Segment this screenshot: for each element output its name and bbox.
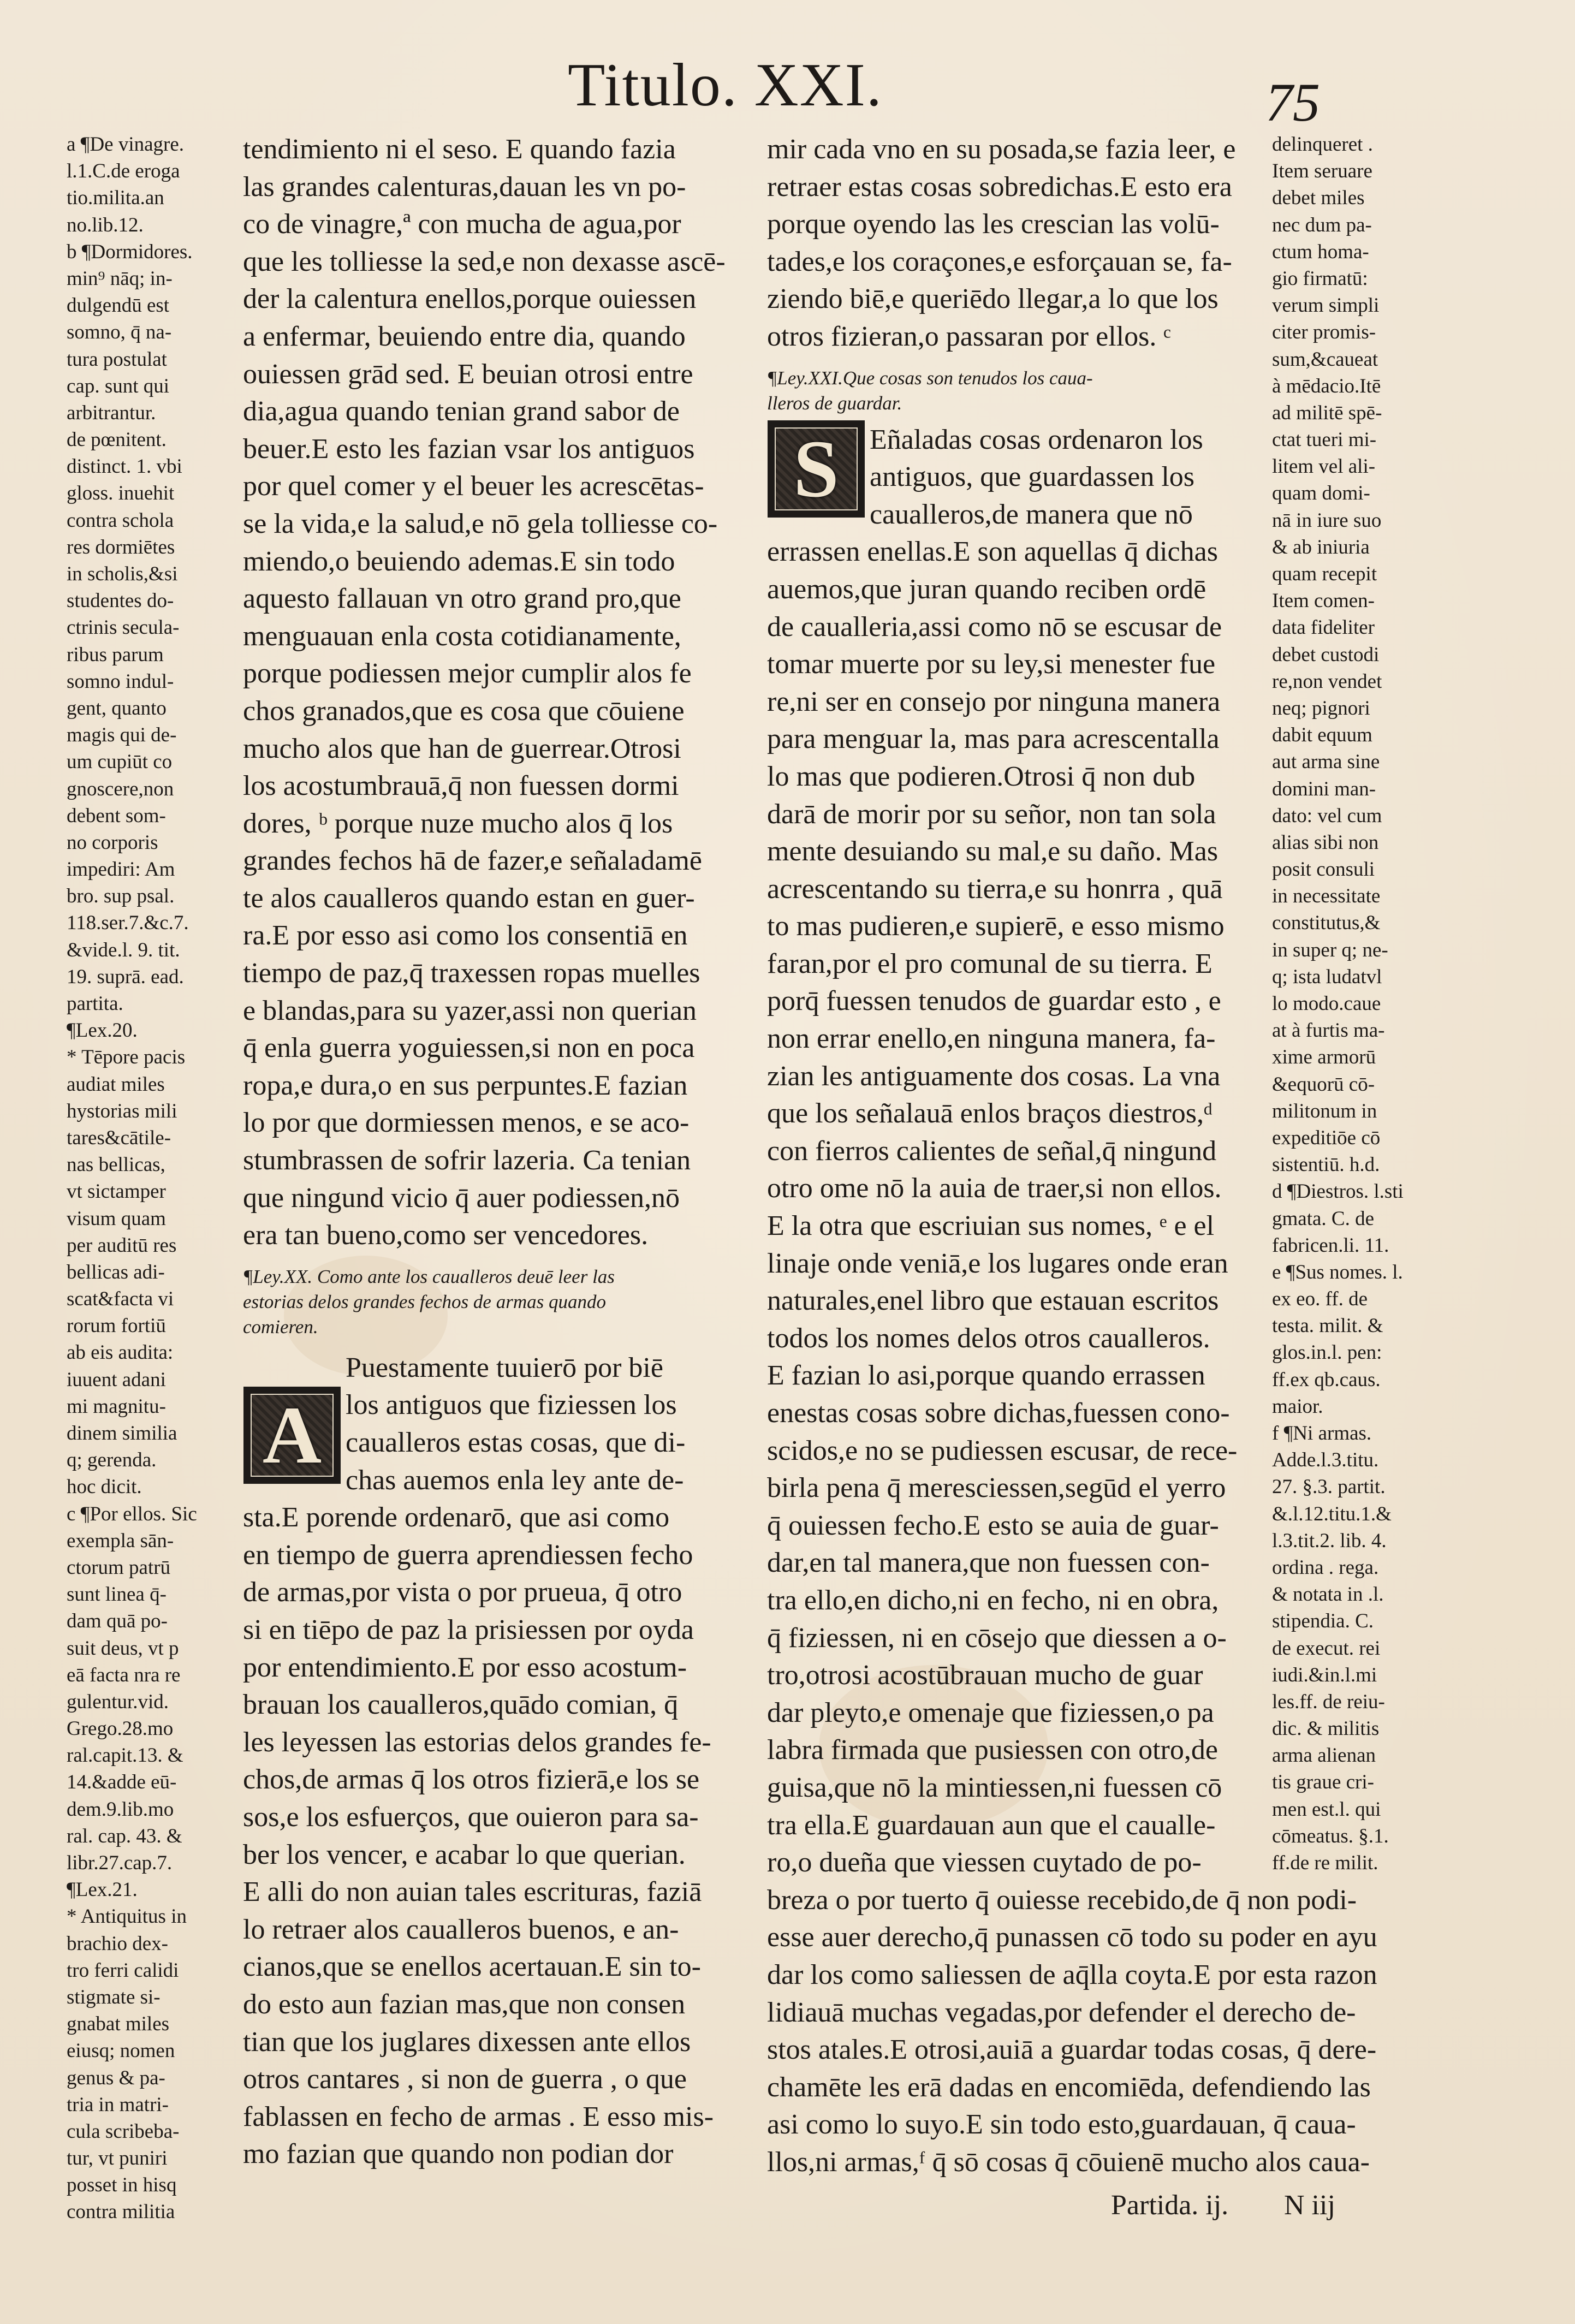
- margin-note-line: debent som-: [67, 804, 166, 827]
- margin-note-line: militonum in: [1272, 1099, 1377, 1122]
- margin-note-line: de execut. rei: [1272, 1637, 1381, 1660]
- margin-note-line: ral. cap. 43. &: [67, 1824, 182, 1847]
- text-line: esse auer derecho,q̄ punassen cō todo su poder en ayu: [767, 1922, 1377, 1953]
- margin-note-line: ctrinis secula-: [67, 616, 180, 639]
- margin-note-line: res dormiētes: [67, 536, 175, 558]
- margin-note-line: dic. & militis: [1272, 1717, 1380, 1740]
- text-line: q̄ enla guerra yoguiessen,si non en poca: [243, 1032, 695, 1064]
- margin-note-line: tares&cātile-: [67, 1126, 171, 1149]
- text-line: ropa,e dura,o en sus perpuntes.E fazian: [243, 1069, 688, 1101]
- text-line: mo fazian que quando non podian dor: [243, 2138, 674, 2170]
- margin-note-line: dabit equum: [1272, 724, 1372, 747]
- text-line: q̄ ouiessen fecho.E esto se auia de guar-: [767, 1509, 1219, 1541]
- text-line: tian que los juglares dixessen ante ellos: [243, 2026, 691, 2058]
- margin-note-line: tio.milita.an: [67, 187, 164, 210]
- margin-note-line: min⁹ nāq; in-: [67, 267, 173, 290]
- margin-note-line: e ¶Sus nomes. l.: [1272, 1261, 1403, 1283]
- margin-note-line: exempla sān-: [67, 1529, 174, 1552]
- margin-note-line: cula scribeba-: [67, 2120, 180, 2143]
- text-line: mir cada vno en su posada,se fazia leer, e: [767, 134, 1236, 165]
- margin-note-line: iudi.&in.l.mi: [1272, 1663, 1377, 1686]
- margin-note-line: magis qui de-: [67, 724, 177, 747]
- text-line: sos,e los esfuerços, que ouieron para sa-: [243, 1801, 699, 1833]
- margin-note-line: aut arma sine: [1272, 751, 1380, 774]
- text-line: do esto aun fazian mas,que non consen: [243, 1988, 686, 2020]
- margin-note-line: gnoscere,non: [67, 777, 174, 800]
- text-line: porque oyendo las les crescian las volū-: [767, 209, 1220, 240]
- text-line: que les tolliesse la sed,e non dexasse ascē-: [243, 246, 726, 277]
- text-line: por quel comer y el beuer les acrescētas-: [243, 471, 704, 502]
- text-line: lo por que dormiessen menos, e se aco-: [243, 1107, 690, 1139]
- text-line: porque podiessen mejor cumplir alos fe: [243, 658, 692, 690]
- text-line: ra.E por esso asi como los consentiā en: [243, 920, 688, 952]
- margin-note-line: ff.ex qb.caus.: [1272, 1368, 1381, 1391]
- text-line: que los señalauā enlos braços diestros,ᵈ: [767, 1098, 1213, 1130]
- text-line: faran,por el pro comunal de su tierra. E: [767, 948, 1213, 979]
- margin-note-line: no corporis: [67, 831, 158, 854]
- margin-note-line: sunt linea q̄-: [67, 1583, 167, 1606]
- margin-note-line: bellicas adi-: [67, 1261, 165, 1283]
- text-line: aquesto fallauan vn otro grand pro,que: [243, 583, 681, 615]
- margin-note-line: gnabat miles: [67, 2013, 170, 2036]
- margin-note-line: arbitrantur.: [67, 401, 156, 424]
- margin-note-line: * Antiquitus in: [67, 1905, 187, 1928]
- text-line: chamēte les erā dadas en encomiēda, defendiendo las: [767, 2071, 1371, 2103]
- margin-note-line: debet miles: [1272, 187, 1365, 210]
- text-line: tra ello,en dicho,ni en fecho, ni en obra,: [767, 1584, 1219, 1616]
- margin-note-line: distinct. 1. vbi: [67, 455, 182, 478]
- margin-note-line: domini man-: [1272, 777, 1376, 800]
- margin-note-line: quam domi-: [1272, 482, 1370, 505]
- text-line: caualleros,de manera que nō: [870, 498, 1193, 530]
- margin-note-line: Adde.l.3.titu.: [1272, 1449, 1379, 1472]
- margin-note-line: genus & pa-: [67, 2066, 165, 2089]
- margin-note-line: ctorum patrū: [67, 1556, 171, 1579]
- text-line: tendimiento ni el seso. E quando fazia: [243, 134, 676, 165]
- margin-note-line: ad militē spē-: [1272, 401, 1382, 424]
- margin-note-line: de pœnitent.: [67, 429, 167, 451]
- margin-note-line: lo modo.caue: [1272, 992, 1381, 1015]
- text-line: Puestamente tuuierō por biē: [346, 1352, 663, 1383]
- text-line: de armas,por vista o por prueua, q̄ otro: [243, 1577, 682, 1608]
- text-line: antiguos, que guardassen los: [870, 461, 1195, 493]
- text-line: porq̄ fuessen tenudos de guardar esto , e: [767, 985, 1221, 1017]
- text-line: grandes fechos hā de fazer,e señaladamē: [243, 845, 702, 877]
- decorated-initial: A: [243, 1387, 341, 1484]
- margin-note-line: men est.l. qui: [1272, 1798, 1381, 1821]
- margin-note-line: eiusq; nomen: [67, 2040, 175, 2063]
- text-line: por entendimiento.E por esso acostum-: [243, 1651, 687, 1683]
- margin-note-line: Item comen-: [1272, 590, 1375, 613]
- rubric-line: ¶Ley.XXI.Que cosas son tenudos los caua-: [767, 367, 1093, 389]
- text-line: scidos,e no se pudiessen escusar, de rece-: [767, 1435, 1238, 1466]
- text-line: te alos caualleros quando estan en guer-: [243, 882, 695, 914]
- text-line: der la calentura enellos,porque ouiessen: [243, 283, 697, 315]
- margin-note-line: l.1.C.de eroga: [67, 160, 180, 183]
- margin-note-line: ribus parum: [67, 643, 164, 666]
- margin-note-line: re,non vendet: [1272, 670, 1382, 693]
- text-line: ro,o dueña que viessen cuytado de po-: [767, 1847, 1202, 1879]
- margin-note-line: c ¶Por ellos. Sic: [67, 1502, 197, 1525]
- text-line: lo mas que podieren.Otrosi q̄ non dub: [767, 760, 1196, 792]
- text-line: para menguar la, mas para acrescentalla: [767, 723, 1220, 755]
- margin-note-line: tura postulat: [67, 348, 167, 371]
- margin-note-line: nas bellicas,: [67, 1154, 165, 1176]
- margin-note-line: studentes do-: [67, 590, 174, 613]
- text-line: otros cantares , si non de guerra , o que: [243, 2064, 687, 2095]
- margin-note-line: cōmeatus. §.1.: [1272, 1824, 1389, 1847]
- text-line: ouiessen grād sed. E beuian otrosi entre: [243, 358, 693, 390]
- text-line: todos los nomes delos otros caualleros.: [767, 1322, 1210, 1354]
- text-line: retraer estas cosas sobredichas.E esto era: [767, 171, 1232, 203]
- margin-note-line: posset in hisq: [67, 2174, 177, 2197]
- text-line: ziendo biē,e queriēdo llegar,a lo que los: [767, 283, 1219, 315]
- margin-note-line: constitutus,&: [1272, 912, 1381, 935]
- text-line: non errar enello,en ninguna manera, fa-: [767, 1023, 1216, 1055]
- text-line: re,ni ser en consejo por ninguna manera: [767, 686, 1221, 717]
- margin-note-line: visum quam: [67, 1207, 166, 1230]
- text-line: chos,de armas q̄ los otros fizierā,e los se: [243, 1764, 700, 1796]
- margin-note-line: arma alienan: [1272, 1744, 1376, 1767]
- margin-note-line: somno, q̄ na-: [67, 321, 172, 344]
- text-line: auemos,que juran quando reciben ordē: [767, 573, 1206, 605]
- margin-note-line: sum,&caueat: [1272, 348, 1378, 371]
- margin-note-line: 118.ser.7.&c.7.: [67, 912, 189, 935]
- text-line: tades,e los coraçones,e esforçauan se, fa-: [767, 246, 1232, 277]
- text-line: se la vida,e la salud,e nō gela tolliesse co-: [243, 508, 718, 539]
- text-line: naturales,enel libro que estauan escritos: [767, 1285, 1219, 1317]
- text-line: tro,otrosi acostūbrauan mucho de guar: [767, 1660, 1203, 1691]
- margin-note-line: in super q; ne-: [1272, 938, 1388, 961]
- margin-note-line: eā facta nra re: [67, 1663, 181, 1686]
- margin-note-line: 14.&adde eū-: [67, 1771, 177, 1794]
- text-line: con fierros calientes de señal,q̄ ningund: [767, 1135, 1217, 1167]
- margin-note-line: ordina . rega.: [1272, 1556, 1379, 1579]
- margin-note-line: impediri: Am: [67, 858, 175, 881]
- margin-note-line: gulentur.vid.: [67, 1690, 169, 1713]
- text-line: q̄ fiziessen, ni en cōsejo que diessen a o-: [767, 1622, 1227, 1654]
- rubric-line: comieren.: [243, 1316, 318, 1338]
- text-line: E fazian lo asi,porque quando errassen: [767, 1360, 1205, 1392]
- text-line: era tan bueno,como ser vencedores.: [243, 1220, 649, 1251]
- margin-note-line: rorum fortiū: [67, 1315, 166, 1338]
- text-line: otro ome nō la auia de traer,si non ellos.: [767, 1173, 1222, 1204]
- text-line: si en tiēpo de paz la prisiessen por oyda: [243, 1614, 694, 1645]
- margin-note-line: & notata in .l.: [1272, 1583, 1384, 1606]
- margin-note-line: testa. milit. &: [1272, 1315, 1383, 1338]
- text-line: lo retraer alos caualleros buenos, e an-: [243, 1913, 679, 1945]
- text-line: darā de morir por su señor, non tan sola: [767, 798, 1216, 830]
- text-line: e blandas,para su yazer,assi non querian: [243, 995, 697, 1026]
- margin-note-line: &vide.l. 9. tit.: [67, 938, 180, 961]
- margin-note-line: contra militia: [67, 2201, 175, 2224]
- text-line: to mas pudieren,e supierē, e esso mismo: [767, 911, 1225, 942]
- margin-note-line: ab eis audita:: [67, 1341, 174, 1364]
- margin-note-line: data fideliter: [1272, 616, 1375, 639]
- margin-note-line: no.lib.12.: [67, 213, 144, 236]
- margin-note-line: cap. sunt qui: [67, 375, 170, 397]
- margin-note-line: les.ff. de reiu-: [1272, 1690, 1385, 1713]
- margin-note-line: dulgendū est: [67, 294, 170, 317]
- right-margin-notes: [1272, 131, 1419, 1876]
- margin-note-line: 19. suprā. ead.: [67, 965, 184, 988]
- text-line: breza o por tuerto q̄ ouiesse recebido,de q̄ non podi-: [767, 1884, 1357, 1916]
- margin-note-line: d ¶Diestros. l.sti: [1272, 1180, 1404, 1203]
- text-line: sta.E porende ordenarō, que asi como: [243, 1502, 670, 1534]
- running-title: Titulo. XXI.: [568, 51, 883, 119]
- margin-note-line: gmata. C. de: [1272, 1207, 1375, 1230]
- rubric-line: estorias delos grandes fechos de armas quando: [243, 1291, 606, 1312]
- text-line: stos atales.E otrosi,auiā a guardar todas cosas, q̄ dere-: [767, 2034, 1377, 2066]
- text-line: dores, ᵇ porque nuze mucho alos q̄ los: [243, 807, 673, 839]
- margin-note-line: gio firmatū:: [1272, 267, 1368, 290]
- margin-note-line: tur, vt puniri: [67, 2147, 168, 2170]
- margin-note-line: xime armorū: [1272, 1046, 1376, 1069]
- text-line: lidiauā muchas vegadas,por defender el derecho de-: [767, 1996, 1356, 2028]
- margin-note-line: um cupiūt co: [67, 751, 173, 774]
- text-line: otros fizieran,o passaran por ellos. ᶜ: [767, 320, 1171, 352]
- margin-note-line: dinem similia: [67, 1422, 177, 1445]
- margin-note-line: bro. sup psal.: [67, 885, 175, 908]
- folio-number: 75: [1265, 72, 1320, 133]
- margin-note-line: hystorias mili: [67, 1099, 177, 1122]
- text-line: errassen enellas.E son aquellas q̄ dichas: [767, 536, 1218, 568]
- margin-note-line: dam quā po-: [67, 1610, 168, 1633]
- signature-mark: Partida. ij.: [1111, 2190, 1229, 2221]
- margin-note-line: nec dum pa-: [1272, 213, 1372, 236]
- margin-note-line: at à furtis ma-: [1272, 1019, 1385, 1042]
- margin-note-line: ff.de re milit.: [1272, 1852, 1378, 1874]
- margin-note-line: nā in iure suo: [1272, 509, 1382, 532]
- margin-note-line: b ¶Dormidores.: [67, 240, 193, 263]
- text-line: menguauan enla costa cotidianamente,: [243, 620, 681, 652]
- margin-note-line: a ¶De vinagre.: [67, 133, 185, 156]
- text-line: acrescentando su tierra,e su honrra , quā: [767, 873, 1223, 905]
- text-line: asi como lo suyo.E sin todo esto,guardauan, q̄ caua-: [767, 2109, 1356, 2141]
- decorated-initial: S: [768, 420, 865, 518]
- margin-note-line: ex eo. ff. de: [1272, 1288, 1368, 1311]
- margin-note-line: ctat tueri mi-: [1272, 429, 1377, 451]
- margin-note-line: &equorū cō-: [1272, 1073, 1375, 1096]
- gathering-mark: N iij: [1284, 2190, 1335, 2221]
- text-line: zian les antiguamente dos cosas. La vna: [767, 1060, 1221, 1092]
- margin-note-line: & ab iniuria: [1272, 536, 1370, 558]
- margin-note-line: maior.: [1272, 1395, 1323, 1418]
- text-line: dia,agua quando tenian grand sabor de: [243, 396, 680, 427]
- margin-note-line: q; gerenda.: [67, 1449, 157, 1472]
- margin-note-line: tro ferri calidi: [67, 1959, 179, 1982]
- text-line: los antiguos que fiziessen los: [346, 1389, 677, 1421]
- text-line: beuer.E esto les fazian vsar los antiguos: [243, 433, 695, 465]
- margin-note-line: debet custodi: [1272, 643, 1380, 666]
- margin-note-line: tis graue cri-: [1272, 1771, 1374, 1794]
- margin-note-line: somno indul-: [67, 670, 174, 693]
- text-line: tiempo de paz,q̄ traxessen ropas muelles: [243, 958, 700, 989]
- text-line: birla pena q̄ meresciessen,segūd el yerro: [767, 1472, 1226, 1504]
- text-line: E la otra que escriuian sus nomes, ᵉ e el: [767, 1210, 1215, 1242]
- left-margin-notes: [67, 131, 225, 2226]
- text-line: labra firmada que pusiessen con otro,de: [767, 1734, 1218, 1766]
- margin-note-line: brachio dex-: [67, 1932, 168, 1955]
- margin-note-line: per auditū res: [67, 1234, 177, 1257]
- rubric-line: ¶Ley.XX. Como ante los caualleros deuē leer las: [243, 1265, 615, 1287]
- margin-note-line: f ¶Ni armas.: [1272, 1422, 1372, 1445]
- text-line: a enfermar, beuiendo entre dia, quando: [243, 320, 686, 352]
- text-line: co de vinagre,ª con mucha de agua,por: [243, 209, 681, 240]
- margin-note-line: à mēdacio.Itē: [1272, 375, 1381, 397]
- text-line: les leyessen las estorias delos grandes fe-: [243, 1726, 711, 1758]
- margin-note-line: gloss. inuehit: [67, 482, 175, 505]
- text-line: caualleros estas cosas, que di-: [346, 1427, 686, 1458]
- margin-note-line: stipendia. C.: [1272, 1610, 1374, 1633]
- margin-note-line: quam recepit: [1272, 563, 1377, 585]
- margin-note-line: alias sibi non: [1272, 831, 1379, 854]
- margin-note-line: 27. §.3. partit.: [1272, 1476, 1386, 1499]
- margin-note-line: in scholis,&si: [67, 563, 178, 585]
- margin-note-line: neq; pignori: [1272, 697, 1370, 720]
- text-line: stumbrassen de sofrir lazeria. Ca tenian: [243, 1145, 691, 1176]
- text-line: dar pleyto,e omenaje que fiziessen,o pa: [767, 1697, 1214, 1728]
- margin-note-line: partita.: [67, 992, 123, 1015]
- law-rubric: [243, 1264, 729, 1340]
- margin-note-line: delinqueret .: [1272, 133, 1373, 156]
- text-line: linaje onde veniā,e los lugares onde eran: [767, 1247, 1228, 1279]
- text-line: llos,ni armas,ᶠ q̄ sō cosas q̄ cōuienē mucho alos caua-: [767, 2146, 1370, 2178]
- text-line: las grandes calenturas,dauan les vn po-: [243, 171, 686, 203]
- text-line: cianos,que se enellos acertauan.E sin to-: [243, 1951, 701, 1983]
- margin-note-line: contra schola: [67, 509, 174, 532]
- text-line: tra ella.E guardauan aun que el caualle-: [767, 1809, 1216, 1841]
- text-line: que ningund vicio q̄ auer podiessen,nō: [243, 1182, 680, 1214]
- margin-note-line: dem.9.lib.mo: [67, 1798, 174, 1821]
- margin-note-line: ¶Lex.20.: [67, 1019, 138, 1042]
- margin-note-line: gent, quanto: [67, 697, 167, 720]
- text-line: brauan los caualleros,quādo comian, q̄: [243, 1689, 679, 1721]
- text-line: mucho alos que han de guerrear.Otrosi: [243, 733, 681, 764]
- margin-note-line: verum simpli: [1272, 294, 1380, 317]
- margin-note-line: posit consuli: [1272, 858, 1375, 881]
- text-line: miendo,o beuiendo ademas.E sin todo: [243, 545, 675, 577]
- margin-note-line: vt sictamper: [67, 1180, 166, 1203]
- main-column-left: [243, 131, 729, 2173]
- text-line: los acostumbrauā,q̄ non fuessen dormi: [243, 770, 679, 802]
- text-line: tomar muerte por su ley,si menester fue: [767, 649, 1216, 680]
- margin-note-line: tria in matri-: [67, 2093, 169, 2116]
- margin-note-line: ral.capit.13. &: [67, 1744, 183, 1767]
- text-line: dar los como saliessen de aq̄lla coyta.E por esta razon: [767, 1959, 1377, 1990]
- margin-note-line: expeditiōe cō: [1272, 1126, 1381, 1149]
- text-line: fablassen en fecho de armas . E esso mis-: [243, 2101, 714, 2132]
- margin-note-line: mi magnitu-: [67, 1395, 166, 1418]
- margin-note-line: in necessitate: [1272, 885, 1381, 908]
- margin-note-line: * Tēpore pacis: [67, 1046, 186, 1069]
- margin-note-line: glos.in.l. pen:: [1272, 1341, 1382, 1364]
- text-line: chos granados,que es cosa que cōuiene: [243, 695, 685, 727]
- margin-note-line: stigmate si-: [67, 1986, 161, 2008]
- text-line: en tiempo de guerra aprendiessen fecho: [243, 1539, 693, 1571]
- margin-note-line: Item seruare: [1272, 160, 1372, 183]
- margin-note-line: q; ista ludatvl: [1272, 965, 1382, 988]
- margin-note-line: litem vel ali-: [1272, 455, 1376, 478]
- text-line: de caualleria,assi como nō se escusar de: [767, 611, 1222, 643]
- text-line: chas auemos enla ley ante de-: [346, 1464, 684, 1496]
- margin-note-line: scat&facta vi: [67, 1288, 174, 1311]
- margin-note-line: audiat miles: [67, 1073, 165, 1096]
- text-line: mente desuiando su mal,e su daño. Mas: [767, 836, 1219, 867]
- text-line: enestas cosas sobre dichas,fuessen cono-: [767, 1398, 1230, 1429]
- margin-note-line: sistentiū. h.d.: [1272, 1154, 1380, 1176]
- margin-note-line: Grego.28.mo: [67, 1717, 174, 1740]
- text-line: E alli do non auian tales escrituras, faziā: [243, 1876, 702, 1908]
- margin-note-line: ¶Lex.21.: [67, 1879, 138, 1901]
- text-line: dar,en tal manera,que non fuessen con-: [767, 1547, 1210, 1579]
- margin-note-line: &.l.12.titu.1.&: [1272, 1502, 1392, 1525]
- rubric-line: lleros de guardar.: [767, 392, 902, 414]
- margin-note-line: fabricen.li. 11.: [1272, 1234, 1389, 1257]
- margin-note-line: citer promis-: [1272, 321, 1376, 344]
- margin-note-line: iuuent adani: [67, 1368, 166, 1391]
- text-line: guisa,que nō la mintiessen,ni fuessen cō: [767, 1772, 1222, 1803]
- law-rubric: [767, 366, 1257, 416]
- text-line: Eñaladas cosas ordenaron los: [870, 424, 1203, 455]
- margin-note-line: libr.27.cap.7.: [67, 1852, 173, 1874]
- margin-note-line: dato: vel cum: [1272, 804, 1382, 827]
- margin-note-line: hoc dicit.: [67, 1476, 142, 1499]
- margin-note-line: suit deus, vt p: [67, 1637, 179, 1660]
- text-line: ber los vencer, e acabar lo que querian.: [243, 1839, 686, 1870]
- margin-note-line: ctum homa-: [1272, 240, 1369, 263]
- margin-note-line: l.3.tit.2. lib. 4.: [1272, 1529, 1387, 1552]
